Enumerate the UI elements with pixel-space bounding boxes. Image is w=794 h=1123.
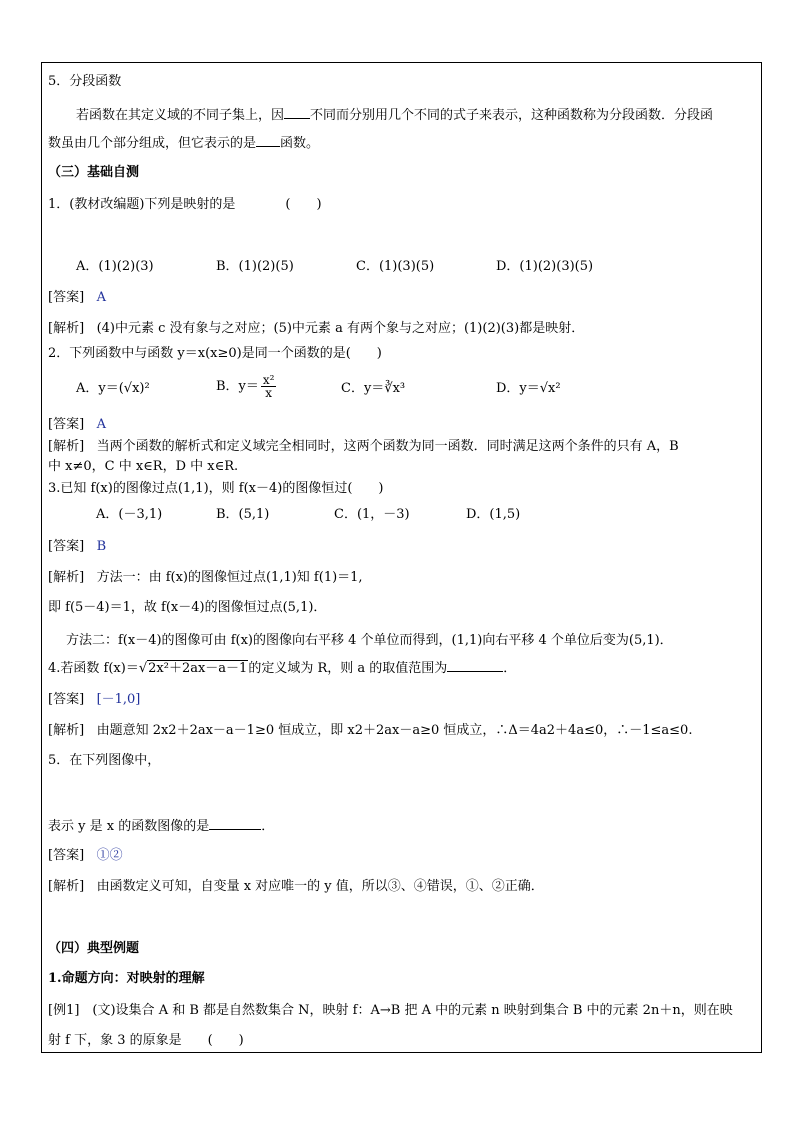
q3-analysis-line3: 方法二：f(x－4)的图像可由 f(x)的图像向右平移 4 个单位而得到，(1,1)向右平移 4 个单位后变为(5,1)． [66,633,673,648]
answer-value: B [96,539,107,554]
q2-analysis-line2: 中 x≠0，C 中 x∈R，D 中 x∈R. [48,459,239,474]
piecewise-paragraph-line2 [48,134,319,152]
text: 的定义域为 R，则 a 的取值范围为 [248,661,448,676]
answer-label: [答案] [48,848,85,863]
numerator: x² [262,373,275,387]
topic-title-mapping: 1.命题方向：对映射的理解 [48,971,205,986]
q2-stem: 2．下列函数中与函数 y＝x(x≥0)是同一个函数的是( ) [48,346,382,361]
q3-option-c: C．(1，－3) [334,507,410,522]
sqrt-icon: √ [138,661,148,676]
q5-analysis [48,879,544,895]
analysis-label: [解析] [48,321,85,336]
q2-answer [48,417,106,433]
fill-blank[interactable] [284,106,310,119]
piecewise-paragraph-line1 [76,106,713,124]
q2-option-b [216,374,278,399]
q3-option-b: B．(5,1) [216,507,270,522]
analysis-text: (4)中元素 c 没有象与之对应；(5)中元素 a 有两个象与之对应；(1)(2)(3)都是映射． [96,321,585,336]
q1-option-d: D．(1)(2)(3)(5) [496,259,594,274]
analysis-text: 由题意知 2x2＋2ax－a－1≥0 恒成立，即 x2＋2ax－a≥0 恒成立，∴Δ＝4a2＋4a≤0，∴－1≤a≤0. [96,723,693,738]
text: ． [261,819,275,834]
section-title-examples: （四）典型例题 [48,941,140,956]
fraction [261,374,277,399]
q3-stem: 3.已知 f(x)的图像过点(1,1)，则 f(x－4)的图像恒过( ) [48,481,384,496]
q1-answer [48,290,106,306]
q1-stem [48,197,322,213]
answer-value: A [96,290,106,305]
analysis-text: 当两个函数的解析式和定义域完全相同时，这两个函数为同一函数．同时满足这两个条件的只有 A，B [96,439,679,454]
answer-label: [答案] [48,290,85,305]
q2-analysis-line1 [48,439,679,455]
section-title-piecewise: 5．分段函数 [48,74,122,89]
radicand: 2x²＋2ax－a－1 [148,661,248,676]
q3-answer [48,539,106,555]
analysis-text: 由函数定义可知，自变量 x 对应唯一的 y 值，所以③、④错误，①、②正确． [96,879,544,894]
example1-line2: 射 f 下，象 3 的原象是 ( ) [48,1033,244,1048]
text: B．y＝ [216,379,259,394]
analysis-label: [解析] [48,570,85,585]
q1-option-c: C．(1)(3)(5) [356,259,435,274]
analysis-label: [解析] [48,439,85,454]
answer-paren: ( ) [285,197,322,212]
q1-analysis [48,321,584,337]
text: 若函数在其定义域的不同子集上，因 [76,108,285,123]
answer-value: [－1,0] [96,692,141,707]
denominator: x [265,386,273,400]
fill-blank[interactable] [209,817,261,830]
answer-value: A [96,417,106,432]
q5-answer [48,848,123,864]
analysis-label: [解析] [48,723,85,738]
fill-blank[interactable] [256,134,280,147]
analysis-text: 方法一：由 f(x)的图像恒过点(1,1)知 f(1)＝1, [96,570,363,585]
q3-analysis-line1 [48,570,363,586]
q3-analysis-line2: 即 f(5－4)＝1，故 f(x－4)的图像恒过点(5,1)． [48,600,327,615]
q2-option-c: C．y＝∛x³ [341,381,406,396]
text: 不同而分别用几个不同的式子来表示，这种函数称为分段函数．分段函 [310,108,714,123]
answer-label: [答案] [48,539,85,554]
answer-label: [答案] [48,692,85,707]
q1-option-a: A．(1)(2)(3) [76,259,154,274]
analysis-label: [解析] [48,879,85,894]
q2-option-d: D．y＝√x² [496,381,561,396]
q1-option-b: B．(1)(2)(5) [216,259,294,274]
q5-stem-line2 [48,817,274,835]
q3-option-a: A．(－3,1) [96,507,163,522]
q3-option-d: D．(1,5) [466,507,521,522]
text: 表示 y 是 x 的函数图像的是 [48,819,210,834]
q4-stem: 4.若函数 f(x)＝√2x²＋2ax－a－1的定义域为 R，则 a 的取值范围为 ． [48,661,517,676]
q4-analysis [48,723,692,739]
text: 数虽由几个部分组成，但它表示的是 [48,136,257,151]
q2-option-a: A．y＝(√x)² [76,381,150,396]
section-title-basic-test: （三）基础自测 [48,165,140,180]
q4-answer [48,692,140,708]
answer-label: [答案] [48,417,85,432]
answer-value: ①② [96,848,123,863]
q5-stem: 5．在下列图像中， [48,753,161,768]
text: 1．(教材改编题)下列是映射的是 [48,197,236,212]
fill-blank[interactable] [447,659,503,672]
text: 函数。 [280,136,320,151]
text: 4.若函数 f(x)＝ [48,661,139,676]
example1-line1: [例1] (文)设集合 A 和 B 都是自然数集合 N，映射 f：A→B 把 A 中的元素 n 映射到集合 B 中的元素 2n＋n，则在映 [48,1003,733,1018]
